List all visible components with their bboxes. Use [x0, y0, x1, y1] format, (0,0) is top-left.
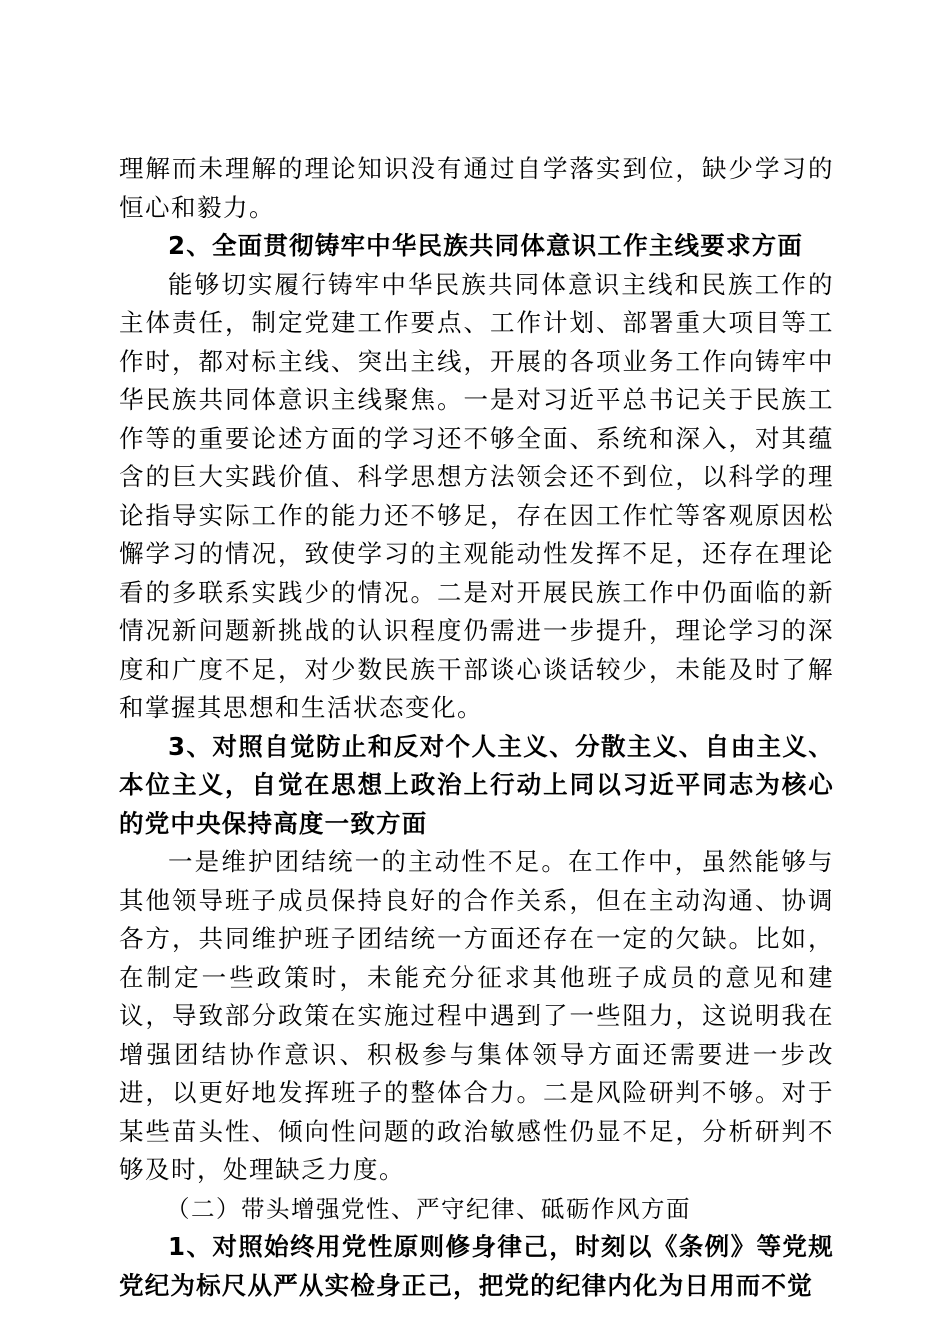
- document-body: [119, 150, 834, 1305]
- paragraph-body-3: 一是维护团结统一的主动性不足。在工作中，虽然能够与其他领导班子成员保持良好的合作关系，但在主动沟通、协调各方，共同维护班子团结统一方面还存在一定的欠缺。比如，在制定一些政策时，未能充分征求其他班子成员的意见和建议，导致部分政策在实施过程中遇到了一些阻力，这说明我在增强团结协作意识、积极参与集体领导方面还需要进一步改进，以更好地发挥班子的整体合力。二是风险研判不够。对于某些苗头性、倾向性问题的政治敏感性仍显不足，分析研判不够及时，处理缺乏力度。: [119, 847, 834, 1184]
- subheading-2-1: 1、对照始终用党性原则修身律己，时刻以《条例》等党规党纪为标尺从严从实检身正己，把党的纪律内化为日用而不觉: [119, 1232, 834, 1300]
- paragraph-body-2: 能够切实履行铸牢中华民族共同体意识主线和民族工作的主体责任，制定党建工作要点、工作计划、部署重大项目等工作时，都对标主线、突出主线，开展的各项业务工作向铸牢中华民族共同体意识主线聚焦。一是对习近平总书记关于民族工作等的重要论述方面的学习还不够全面、系统和深入，对其蕴含的巨大实践价值、科学思想方法领会还不到位，以科学的理论指导实际工作的能力还不够足，存在因工作忙等客观原因松懈学习的情况，致使学习的主观能动性发挥不足，还存在理论看的多联系实践少的情况。二是对开展民族工作中仍面临的新情况新问题新挑战的认识程度仍需进一步提升，理论学习的深度和广度不足，对少数民族干部谈心谈话较少，未能及时了解和掌握其思想和生活状态变化。: [119, 269, 834, 722]
- subheading-2: 2、全面贯彻铸牢中华民族共同体意识工作主线要求方面: [168, 231, 804, 260]
- paragraph-continuation: 理解而未理解的理论知识没有通过自学落实到位，缺少学习的恒心和毅力。: [119, 154, 834, 222]
- subheading-3: 3、对照自觉防止和反对个人主义、分散主义、自由主义、本位主义，自觉在思想上政治上行动上同以习近平同志为核心的党中央保持高度一致方面: [119, 731, 834, 838]
- section-heading-2: （二）带头增强党性、严守纪律、砥砺作风方面: [166, 1194, 691, 1223]
